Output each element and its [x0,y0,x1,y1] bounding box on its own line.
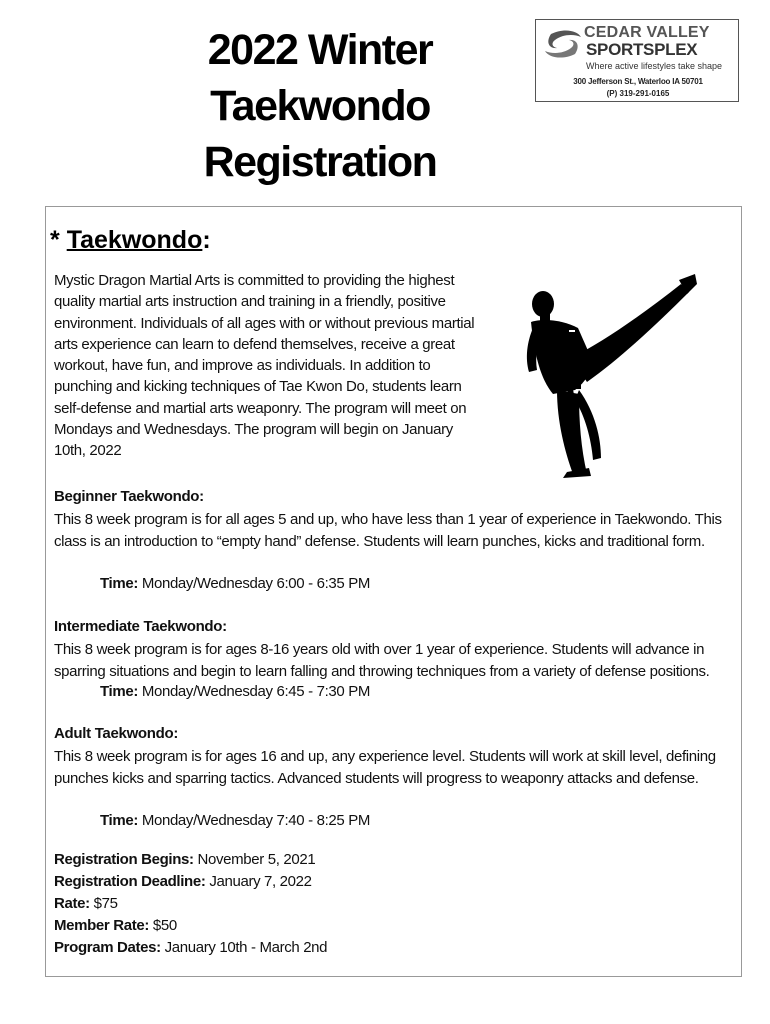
heading-text: Taekwondo [66,226,203,254]
taekwondo-kick-icon [483,262,713,495]
page-title [170,22,470,190]
title-line-2: Taekwondo [210,82,430,130]
logo-phone: (P) 319-291-0165 [606,89,670,98]
detail-label: Member Rate: [54,917,149,934]
detail-rate [54,895,118,912]
logo-address: 300 Jefferson St., Waterloo IA 50701 [573,77,703,86]
detail-label: Registration Begins: [54,851,194,868]
time-label: Time: [100,683,138,700]
time-value: Monday/Wednesday 6:45 - 7:30 PM [141,683,370,700]
detail-program-dates [54,939,327,956]
logo-tagline: Where active lifestyles take shape [586,61,723,71]
program-description-adult: This 8 week program is for ages 16 and up, any experience level. Students will work at skill level, defining punches kicks and sparring tactics. Advanced students will progress to weaponry attacks and defense. [54,748,716,787]
logo-name-line-1: CEDAR VALLEY [584,24,710,41]
detail-member-rate [54,917,177,934]
detail-value: January 10th - March 2nd [164,939,328,956]
heading-marker: * [50,226,67,254]
section-heading [50,226,211,255]
time-label: Time: [100,812,138,829]
program-description-beginner: This 8 week program is for all ages 5 and up, who have less than 1 year of experience in Taekwondo. This class is an introduction to “empty hand” defense. Students will learn punches, kicks and traditional form. [54,511,722,550]
detail-registration-deadline [54,873,312,890]
detail-registration-begins [54,851,315,868]
program-description-intermediate: This 8 week program is for ages 8-16 years old with over 1 year of experience. Students will advance in sparring situations and begin to learn falling and throwing techniques from a variety of defense positions. [54,641,710,680]
time-value: Monday/Wednesday 7:40 - 8:25 PM [141,812,370,829]
program-time-intermediate [100,683,370,700]
program-time-beginner [100,575,370,592]
intro-paragraph: Mystic Dragon Martial Arts is committed to providing the highest quality martial arts instruction and training in a friendly, positive environment. Individuals of all ages with or without previous martial arts experience can learn to defend themselves, receive a great workout, have fun, and improve as individuals. In addition to punching and kicking techniques of Tae Kwon Do, students learn self-defense and martial arts weaponry. The program will meet on Mondays and Wednesdays. The program will begin on January 10th, 2022 [54,272,475,460]
program-time-adult [100,812,370,829]
title-line-1: 2022 Winter [207,26,433,74]
heading-colon: : [202,226,211,254]
time-label: Time: [100,575,138,592]
detail-label: Program Dates: [54,939,161,956]
sportsplex-logo-box [535,19,739,102]
program-title-beginner: Beginner Taekwondo: [54,488,204,505]
detail-label: Registration Deadline: [54,873,206,890]
time-value: Monday/Wednesday 6:00 - 6:35 PM [141,575,370,592]
detail-value: $75 [93,895,118,912]
detail-label: Rate: [54,895,90,912]
detail-value: November 5, 2021 [197,851,316,868]
sportsplex-logo-icon [541,28,585,60]
program-title-intermediate: Intermediate Taekwondo: [54,618,227,635]
logo-name-line-2: SPORTSPLEX [586,40,698,59]
detail-value: January 7, 2022 [209,873,312,890]
title-line-3: Registration [203,138,437,186]
program-title-adult: Adult Taekwondo: [54,725,179,742]
detail-value: $50 [152,917,177,934]
